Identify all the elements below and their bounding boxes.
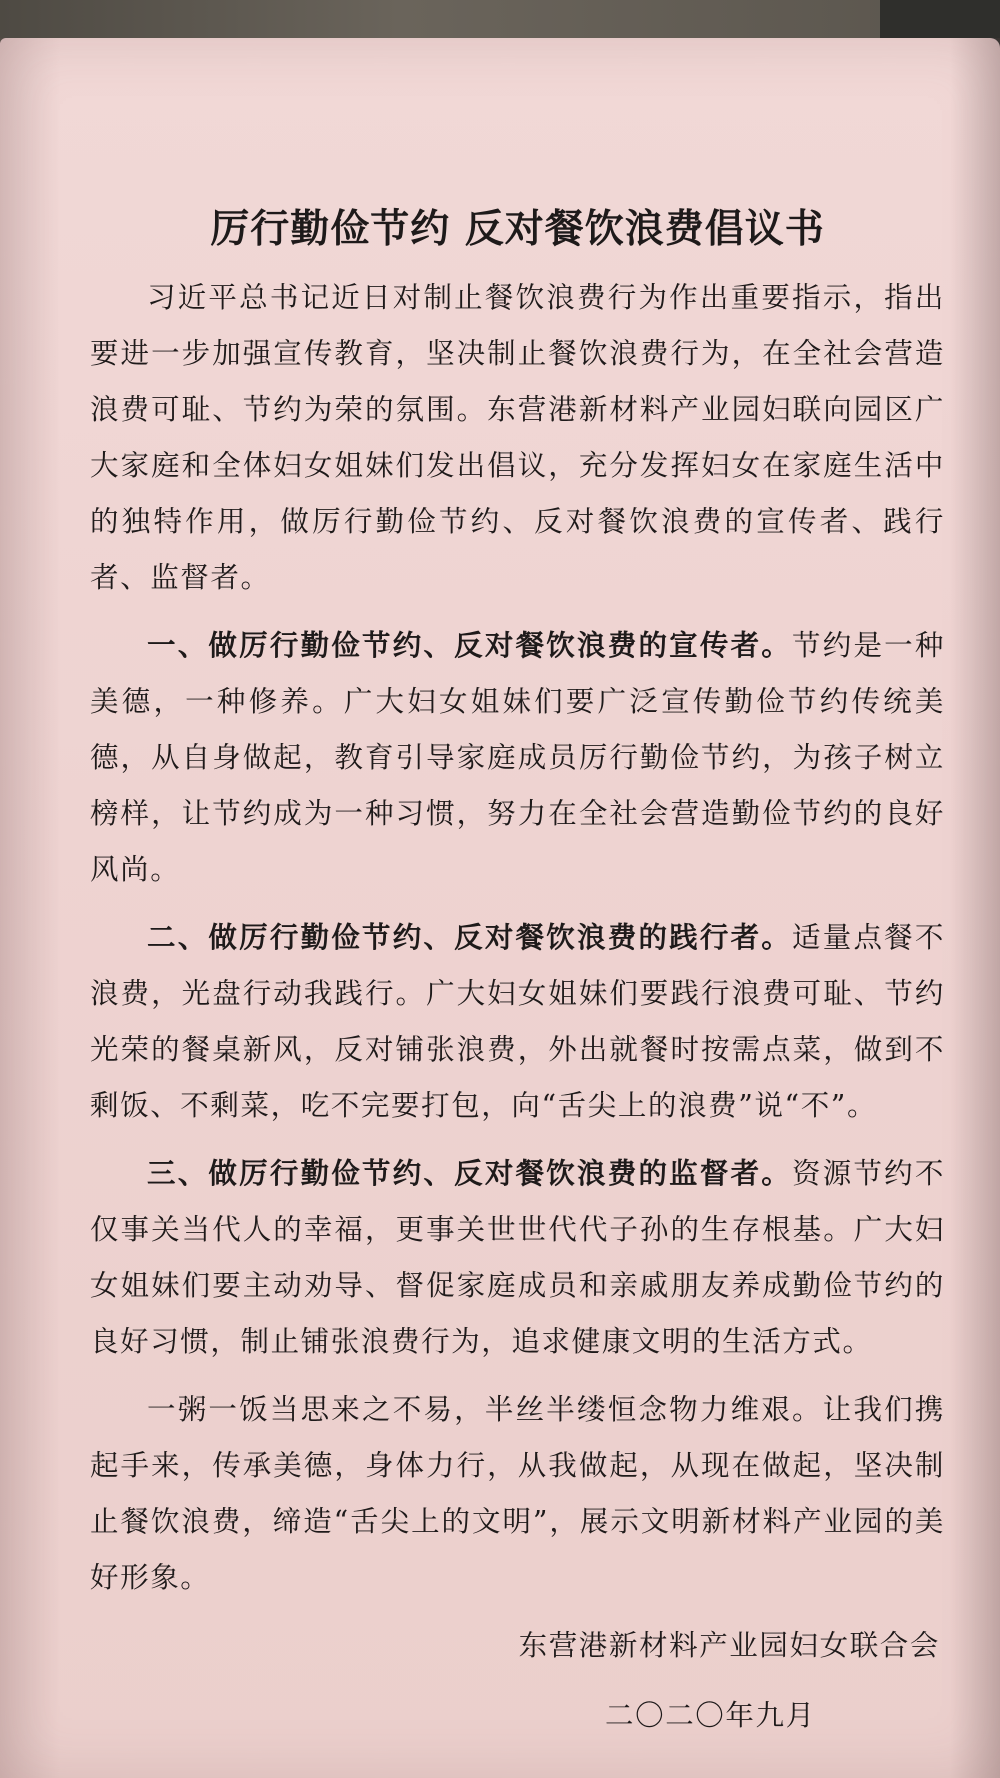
section-3-body: 资源节约不仅事关当代人的幸福，更事关世世代代子孙的生存根基。广大妇女姐妹们要主动劝导、督促家庭成员和亲戚朋友养成勤俭节约的良好习惯，制止铺张浪费行为，追求健康文明的生活方式。 xyxy=(90,1157,945,1358)
signature-date: 二〇二〇年九月 xyxy=(605,1699,816,1732)
section-1-heading: 一、做厉行勤俭节约、反对餐饮浪费的宣传者。 xyxy=(147,629,793,662)
document-body xyxy=(90,206,945,1744)
section-1-body: 节约是一种美德，一种修养。广大妇女姐妹们要广泛宣传勤俭节约传统美德，从自身做起，教育引导家庭成员厉行勤俭节约，为孩子树立榜样，让节约成为一种习惯，努力在全社会营造勤俭节约的良好风尚。 xyxy=(90,629,945,886)
section-2 xyxy=(90,910,945,1134)
closing-paragraph: 一粥一饭当思来之不易，半丝半缕恒念物力维艰。让我们携起手来，传承美德，身体力行，从我做起，从现在做起，坚决制止餐饮浪费，缔造“舌尖上的文明”，展示文明新材料产业园的美好形象。 xyxy=(90,1393,945,1594)
section-2-body: 适量点餐不浪费，光盘行动我践行。广大妇女姐妹们要践行浪费可耻、节约光荣的餐桌新风，反对铺张浪费，外出就餐时按需点菜，做到不剩饭、不剩菜，吃不完要打包，向“舌尖上的浪费”说“不”。 xyxy=(90,921,945,1122)
paper-shadow-left xyxy=(0,38,60,1778)
section-3 xyxy=(90,1146,945,1370)
document-title: 厉行勤俭节约 反对餐饮浪费倡议书 xyxy=(210,207,825,252)
section-1 xyxy=(90,618,945,898)
signature-organization: 东营港新材料产业园妇女联合会 xyxy=(518,1629,940,1662)
intro-paragraph: 习近平总书记近日对制止餐饮浪费行为作出重要指示，指出要进一步加强宣传教育，坚决制止餐饮浪费行为，在全社会营造浪费可耻、节约为荣的氛围。东营港新材料产业园妇联向园区广大家庭和全体妇女姐妹们发出倡议，充分发挥妇女在家庭生活中的独特作用，做厉行勤俭节约、反对餐饮浪费的宣传者、践行者、监督者。 xyxy=(90,281,945,594)
section-3-heading: 三、做厉行勤俭节约、反对餐饮浪费的监督者。 xyxy=(147,1157,793,1190)
paper-shadow-right xyxy=(950,38,1000,1778)
section-2-heading: 二、做厉行勤俭节约、反对餐饮浪费的践行者。 xyxy=(147,921,793,954)
